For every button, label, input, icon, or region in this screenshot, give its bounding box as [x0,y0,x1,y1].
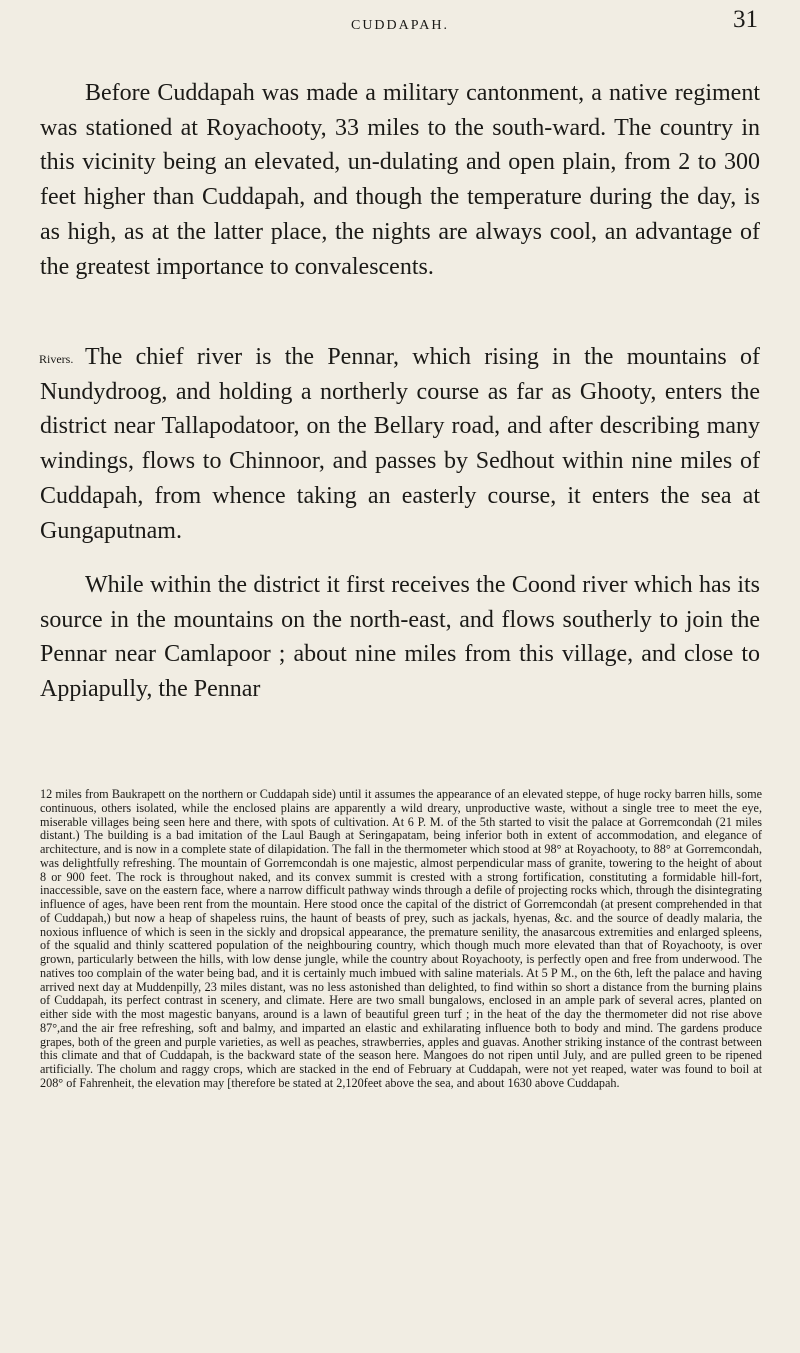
running-head: CUDDAPAH. [350,18,449,33]
page-number: 31 [733,6,758,33]
paragraph-pennar: The chief river is the Pennar, which rising in the mountains of Nundydroog, and holding a northerly course as far as Ghooty, enters the district near Tallapodatoor, on the Bellary road, and after describing many windings, flows to Chinnoor, and passes by Sedhout within nine miles of Cuddapah, from whence taking an easterly course, it enters the sea at Gungaputnam. [40,344,760,544]
paragraph-cantonment: Before Cuddapah was made a military cantonment, a native regiment was stationed at Royachooty, 33 miles to the south-ward. The country in this vicinity being an elevated, un-dulating and open plain, from 2 to 300 feet higher than Cuddapah, and though the temperature during the day, is as high, as at the latter place, the nights are always cool, an advantage of the greatest importance to convalescents. [40,80,760,280]
paragraph-coond: While within the district it first receives the Coond river which has its source in the mountains on the north-east, and flows southerly to join the Pennar near Camlapoor ; about nine miles from this village, and close to Appiapully, the Pennar [40,572,760,703]
margin-note-rivers: Rivers. [39,352,74,366]
footnote: 12 miles from Baukrapett on the northern or Cuddapah side) until it assumes the appearance of an elevated steppe, of huge rocky barren hills, some continuous, others isolated, while the enclosed plains are apparently a wild dreary, unproductive waste, without a single tree to meet the eye, miserable villages being seen here and there, with spots of cultivation. At 6 P. M. of the 5th started to visit the palace at Gorremcondah (21 miles distant.) The building is a bad imitation of the Laul Baugh at Seringapatam, being inferior both in extent of accommodation, and elegance of architecture, and is now in a complete state of dilapidation. The fall in the thermometer which stood at 98° at Royachooty, to 88° at Gorremcondah, was delightfully refreshing. The mountain of Gorremcondah is one majestic, almost perpendicular mass of granite, towering to the height of about 8 or 900 feet. The rock is throughout naked, and its convex summit is crested with a strong fortification, constituting a formidable hill-fort, inaccessible, save on the eastern face, where a narrow difficult pathway winds through a defile of projecting rocks which, through the disintegrating influence of ages, have been rent from the mountain. Here stood once the capital of the district of Gorremcondah (at present comprehended in that of Cuddapah,) but now a heap of shapeless ruins, the haunt of beasts of prey, such as jackals, hyenas, &c. and the source of deadly malaria, the noxious influence of which is seen in the sickly and dropsical appearance, the premature senility, the anasarcous extremities and enlarged spleens, of the squalid and thinly scattered population of the neighbouring country, which though much more elevated than that of Royachooty, is over grown, particularly between the hills, with low dense jungle, while the country about Royachooty, is perfectly open and free from underwood. The natives too complain of the water being bad, and it is certainly much imbued with saline materials. At 5 P M., on the 6th, left the palace and having arrived next day at Muddenpilly, 23 miles distant, was no less astonished than delighted, to find within so short a distance from the burning plains of Cuddapah, its perfect contrast in scenery, and climate. Here are two small bungalows, enclosed in an ample park of several acres, planted on either side with the most magestic banyans, around is a lawn of beautiful green turf ; in the heat of the day the thermometer did not rise above 87°,and the air free refreshing, soft and balmy, and imparted an elastic and exhilarating influence both to body and mind. The gardens produce grapes, both of the green and purple varieties, as well as peaches, strawberries, apples and guavas. Another striking instance of the contrast between this climate and that of Cuddapah, is the backward state of the season here. Mangoes do not ripen until July, and are pulled green to be ripened artificially. The cholum and raggy crops, which are stacked in the end of February at Cuddapah, were not yet reaped, water was found to boil at 208° of Fahrenheit, the elevation may [therefore be stated at 2,120feet above the sea, and about 1630 above Cuddapah. [40,787,762,1090]
